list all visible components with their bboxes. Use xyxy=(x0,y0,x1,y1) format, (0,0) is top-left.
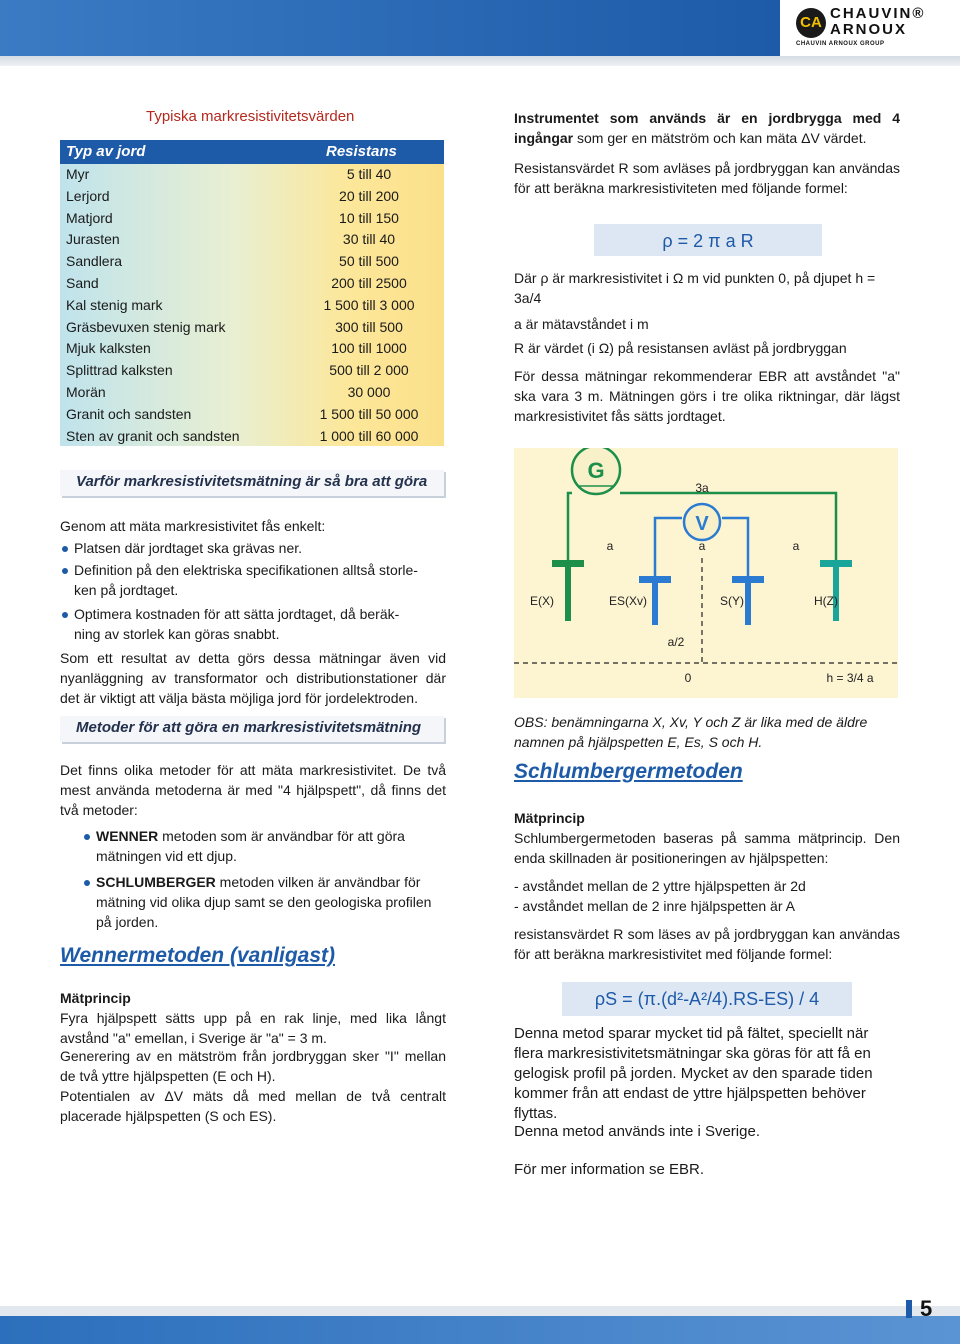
resistance-cell: 200 till 2500 xyxy=(331,275,407,291)
table-title: Typiska markresistivitetsvärden xyxy=(146,108,355,125)
methods-paragraph: Det finns olika metoder för att mäta markresistivitet. De två mest använda metoderna är med "4 hjälpspett", då finns det två metoder: xyxy=(60,762,446,818)
soil-type-cell: Jurasten xyxy=(66,231,120,248)
logo-mark-icon: CA xyxy=(796,8,826,38)
span-label: 3a xyxy=(695,481,709,495)
resistance-paragraph: Resistansvärdet R som avläses på jordbryggan kan användas för att beräkna markresistiviteten med följande formel: xyxy=(514,160,900,196)
label-sy: S(Y) xyxy=(720,594,744,608)
table-row xyxy=(60,273,444,295)
resistance-cell: 30 000 xyxy=(347,384,391,400)
soil-type-cell: Granit och sandsten xyxy=(66,405,192,422)
wenner-title: Wennermetoden (vanligast) xyxy=(60,944,335,967)
wenner-rest: metoden som är användbar för att göra mätningen vid ett djup. xyxy=(96,828,405,864)
header-bar xyxy=(0,0,780,56)
table-row xyxy=(60,295,444,317)
schlumberger-bold: SCHLUMBERGER xyxy=(96,874,216,890)
why-bullet-1: Platsen där jordtaget ska grävas ner. xyxy=(74,540,303,556)
table-row xyxy=(60,317,444,339)
bullet-icon xyxy=(84,834,90,840)
table-row xyxy=(60,208,444,230)
instrument-intro-bold: Instrumentet som används är en jordbrygga med 4 ingångar xyxy=(514,110,900,146)
table-row xyxy=(60,251,444,273)
resistance-cell: 100 till 1000 xyxy=(331,340,407,357)
why-bullet-3b: ning av storlek kan göras snabbt. xyxy=(74,626,280,642)
schlumberger-p5: För mer information se EBR. xyxy=(514,1161,705,1178)
soil-type-cell: Sandlera xyxy=(66,253,123,270)
where-a: a är mätavståndet i m xyxy=(514,316,649,332)
wenner-subtitle: Mätprincip xyxy=(60,990,131,1006)
schlumberger-p3: Denna metod sparar mycket tid på fältet, speciellt när flera markresistivitetsmätningar ska göras för att få en gelogisk profil på jorden. Mycket av den sparade tiden kommer från att endast de yttre hjälpspetten behöver flyttas. xyxy=(514,1025,873,1122)
wenner-p1: Fyra hjälpspett sätts upp på en rak linje, med lika långt avstånd "a" emellan, i Sverige är "a" = 3 m. xyxy=(60,1010,446,1046)
resistance-cell: 1 500 till 50 000 xyxy=(319,405,419,422)
resistance-cell: 1 000 till 60 000 xyxy=(319,427,419,444)
why-bullet-3a: Optimera kostnaden för att sätta jordtaget, då beräk- xyxy=(74,606,400,622)
soil-type-cell: Myr xyxy=(66,166,90,182)
voltage-wire-right xyxy=(722,518,748,576)
header-shadow xyxy=(0,56,960,66)
methods-heading-bar xyxy=(60,716,444,742)
table-row xyxy=(60,186,444,208)
methods-heading: Metoder för att göra en markresistivitetsmätning xyxy=(76,719,422,736)
why-bullet-2a: Definition på den elektriska specifikationen alltså storle- xyxy=(74,562,418,578)
electrode-s-handle xyxy=(732,576,764,583)
why-bullet-2b: ken på jordtaget. xyxy=(74,582,179,598)
why-paragraph: Som ett resultat av detta görs dessa mätningar även vid nyanläggning av transformator och distributionstationer där det är viktigt att välja bästa möjliga jord för jordelektroden. xyxy=(60,650,446,706)
footer-bar xyxy=(0,1316,960,1344)
electrode-h-handle xyxy=(820,560,852,567)
wenner-p3: Potentialen av ΔV mäts då med mellan de två centralt placerade hjälpspetten (S och ES). xyxy=(60,1088,446,1124)
resistance-cell: 5 till 40 xyxy=(346,166,392,182)
resistance-cell: 500 till 2 000 xyxy=(329,362,409,379)
generator-label: G xyxy=(587,458,605,483)
soil-type-cell: Kal stenig mark xyxy=(66,296,163,313)
bullet-icon xyxy=(62,546,68,552)
logo-line1: CHAUVIN® xyxy=(830,5,926,22)
current-wire-right xyxy=(620,493,836,560)
schlumberger-title: Schlumbergermetoden xyxy=(514,760,743,783)
diagram-svg xyxy=(514,448,898,698)
soil-type-cell: Mjuk kalksten xyxy=(66,340,151,357)
schlumberger-rest: metoden vilken är användbar för mätning vid olika djup samt se den geologiska profilen på jorden. xyxy=(96,874,432,930)
resistance-cell: 50 till 500 xyxy=(339,253,399,270)
soil-type-cell: Sand xyxy=(66,275,99,291)
table-row xyxy=(60,164,444,186)
schlumberger-p1: Schlumbergermetoden baseras på samma mätprincip. Den enda skillnaden är positioneringen av hjälpspetten: xyxy=(514,830,900,866)
label-ex: E(X) xyxy=(530,594,554,608)
resistivity-table xyxy=(60,140,444,446)
page-marker xyxy=(906,1300,912,1318)
wenner-bold: WENNER xyxy=(96,828,159,844)
schlumberger-subtitle: Mätprincip xyxy=(514,810,585,826)
spacing-a-2: a xyxy=(698,539,706,553)
table-row xyxy=(60,426,444,448)
label-esxv: ES(Xv) xyxy=(608,594,648,608)
why-intro: Genom att mäta markresistivitet fås enkelt: xyxy=(60,518,326,534)
table-row xyxy=(60,360,444,382)
instrument-intro-rest: som ger en mätström och kan mäta ΔV värdet. xyxy=(573,130,867,146)
wenner-bullet xyxy=(96,826,436,866)
table-header xyxy=(60,140,444,164)
current-wire-left xyxy=(568,493,572,560)
where-rho: Där ρ är markresistivitet i Ω m vid punkten 0, på djupet h = 3a/4 xyxy=(514,270,876,306)
soil-type-cell: Matjord xyxy=(66,209,113,226)
why-heading-bar xyxy=(60,470,444,496)
label-hz: H(Z) xyxy=(814,594,838,608)
soil-type-cell: Morän xyxy=(66,384,106,400)
bullet-icon xyxy=(62,568,68,574)
schlumberger-p2: resistansvärdet R som läses av på jordbryggan kan användas för att beräkna markresistivitet med följande formel: xyxy=(514,926,900,962)
chauvin-arnoux-logo xyxy=(796,6,956,52)
wenner-p2: Generering av en mätström från jordbryggan sker "I" mellan de två yttre hjälpspetten (E och H). xyxy=(60,1048,446,1084)
col-resistance: Resistans xyxy=(326,143,397,160)
soil-type-cell: Lerjord xyxy=(66,187,110,204)
origin-label: 0 xyxy=(684,671,692,685)
instrument-intro xyxy=(514,108,900,148)
logo-group: CHAUVIN ARNOUX GROUP xyxy=(796,41,885,47)
resistance-cell: 30 till 40 xyxy=(342,231,396,248)
resistance-cell: 300 till 500 xyxy=(335,318,403,335)
where-r: R är värdet (i Ω) på resistansen avläst på jordbryggan xyxy=(514,340,847,356)
wenner-diagram xyxy=(514,448,898,698)
electrode-s xyxy=(745,583,751,625)
voltmeter-label: V xyxy=(695,513,709,535)
schlumberger-d2: - avståndet mellan de 2 inre hjälpspetten är A xyxy=(514,898,795,914)
schlumberger-d1: - avståndet mellan de 2 yttre hjälpspetten är 2d xyxy=(514,878,806,894)
depth-label: h = 3/4 a xyxy=(826,671,874,685)
resistance-cell: 10 till 150 xyxy=(339,209,399,226)
schlumberger-bullet xyxy=(96,872,446,932)
bullet-icon xyxy=(84,880,90,886)
half-spacing-label: a/2 xyxy=(667,635,685,649)
col-soil-type: Typ av jord xyxy=(66,143,146,160)
resistance-cell: 1 500 till 3 000 xyxy=(323,296,415,313)
electrode-es xyxy=(652,583,658,625)
table-row xyxy=(60,404,444,426)
page-number: 5 xyxy=(920,1296,933,1321)
table-row xyxy=(60,229,444,251)
footer-shadow xyxy=(0,1306,960,1316)
soil-type-cell: Sten av granit och sandsten xyxy=(66,427,240,444)
electrode-e xyxy=(565,567,571,621)
wenner-formula: ρ = 2 π a R xyxy=(594,224,822,256)
soil-type-cell: Gräsbevuxen stenig mark xyxy=(66,318,226,335)
logo-line2: ARNOUX xyxy=(830,21,908,38)
spacing-a-3: a xyxy=(792,539,800,553)
table-row xyxy=(60,382,444,404)
resistance-cell: 20 till 200 xyxy=(339,187,399,204)
electrode-es-handle xyxy=(639,576,671,583)
bullet-icon xyxy=(62,612,68,618)
soil-type-cell: Splittrad kalksten xyxy=(66,362,173,379)
obs-note: OBS: benämningarna X, Xv, Y och Z är lika med de äldre namnen på hjälpspetten E, Es, S och H. xyxy=(514,714,868,750)
electrode-e-handle xyxy=(552,560,584,567)
table-row xyxy=(60,338,444,360)
voltage-wire-left xyxy=(655,518,682,576)
spacing-a-1: a xyxy=(606,539,614,553)
recommendation: För dessa mätningar rekommenderar EBR att avståndet "a" ska vara 3 m. Mätningen görs i tre olika riktningar, där lägst markresistivitet fås sätts jordtaget. xyxy=(514,368,900,424)
schlumberger-formula: ρS = (π.(d²-A²/4).RS-ES) / 4 xyxy=(562,982,852,1016)
schlumberger-p4: Denna metod används inte i Sverige. xyxy=(514,1123,760,1140)
why-heading: Varför markresistivitetsmätning är så bra att göra xyxy=(76,473,428,490)
